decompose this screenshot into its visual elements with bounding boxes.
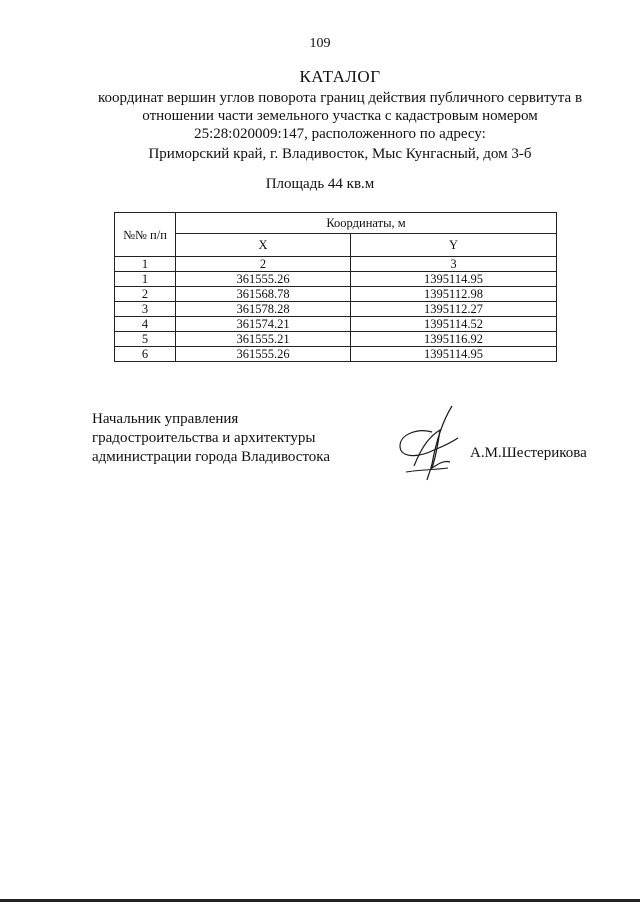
header-coordinates: Координаты, м bbox=[176, 213, 557, 234]
signer-name: А.М.Шестерикова bbox=[470, 445, 587, 461]
table-cell: 6 bbox=[115, 347, 176, 362]
table-cell: 1395114.95 bbox=[351, 347, 557, 362]
subtitle-line: отношении части земельного участка с кадастровым номером bbox=[142, 108, 538, 124]
signatory-position bbox=[92, 410, 330, 467]
table-row bbox=[115, 302, 557, 317]
table-cell: 1 bbox=[115, 272, 176, 287]
page-number: 109 bbox=[309, 36, 331, 51]
bottom-edge-line bbox=[0, 899, 640, 902]
table-cell: 361568.78 bbox=[176, 287, 351, 302]
table-row bbox=[115, 332, 557, 347]
header-point-number: №№ п/п bbox=[115, 213, 176, 257]
table-row bbox=[115, 317, 557, 332]
subtitle-line: 25:28:020009:147, расположенного по адресу: bbox=[194, 126, 486, 142]
table-cell: 1395114.95 bbox=[351, 272, 557, 287]
table-cell: 361555.26 bbox=[176, 272, 351, 287]
subtitle-line: координат вершин углов поворота границ действия публичного сервитута в bbox=[97, 90, 583, 106]
document-title: КАТАЛОГ bbox=[299, 67, 381, 86]
table-cell: 361578.28 bbox=[176, 302, 351, 317]
header-x: X bbox=[176, 234, 351, 257]
header-y: Y bbox=[351, 234, 557, 257]
table-cell: 1395112.98 bbox=[351, 287, 557, 302]
table-cell: 2 bbox=[115, 287, 176, 302]
handwritten-signature bbox=[392, 402, 462, 482]
table-cell: 1395112.27 bbox=[351, 302, 557, 317]
table-cell: 1 bbox=[115, 257, 176, 272]
signatory-position-line: Начальник управления bbox=[92, 411, 239, 427]
table-row bbox=[115, 347, 557, 362]
table-cell: 3 bbox=[351, 257, 557, 272]
subtitle-line: Приморский край, г. Владивосток, Мыс Кунгасный, дом 3-б bbox=[148, 146, 532, 162]
column-index-row bbox=[115, 257, 557, 272]
coordinates-table bbox=[114, 212, 557, 362]
table-row bbox=[115, 272, 557, 287]
table-row bbox=[115, 287, 557, 302]
table-cell: 361555.26 bbox=[176, 347, 351, 362]
table-cell: 361574.21 bbox=[176, 317, 351, 332]
table-cell: 1395114.52 bbox=[351, 317, 557, 332]
table-cell: 2 bbox=[176, 257, 351, 272]
signatory-position-line: градостроительства и архитектуры bbox=[92, 430, 316, 446]
table-cell: 4 bbox=[115, 317, 176, 332]
title-block bbox=[60, 66, 620, 163]
signatory-position-line: администрации города Владивостока bbox=[92, 449, 331, 465]
table-cell: 3 bbox=[115, 302, 176, 317]
table-cell: 5 bbox=[115, 332, 176, 347]
table-cell: 1395116.92 bbox=[351, 332, 557, 347]
area-line: Площадь 44 кв.м bbox=[265, 176, 375, 192]
table-cell: 361555.21 bbox=[176, 332, 351, 347]
